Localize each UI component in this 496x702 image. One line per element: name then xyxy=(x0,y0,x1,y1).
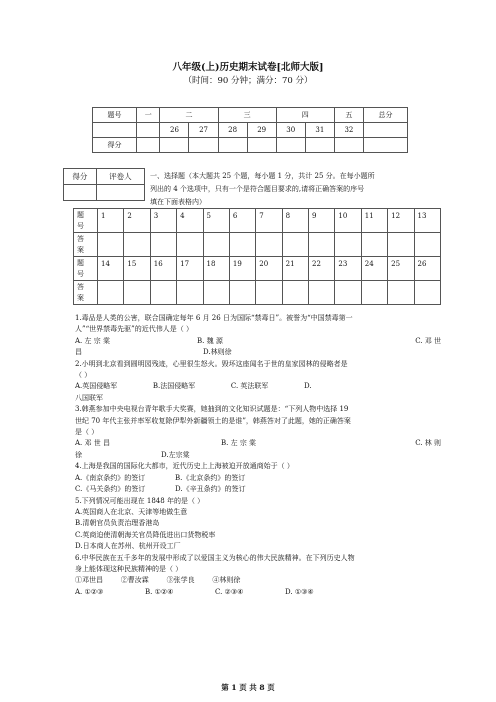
option-row xyxy=(75,484,441,495)
score-cell xyxy=(218,138,247,153)
exam-subtitle: （时间：90 分钟；满分：70 分） xyxy=(183,76,313,86)
answer-cell[interactable] xyxy=(282,281,308,305)
page-title: 八年级(上)历史期末试卷[北师大版] xyxy=(172,62,324,73)
option-c: C. 林 则 xyxy=(415,439,441,448)
option-b: B. 魏 源 xyxy=(197,336,223,345)
answer-cell[interactable] xyxy=(309,281,335,305)
question-number: 15 xyxy=(124,257,150,281)
question-number: 10 xyxy=(335,209,361,233)
answer-cell[interactable] xyxy=(98,281,124,305)
answer-cell[interactable] xyxy=(256,233,282,257)
question-number-label: 题 号 xyxy=(74,257,98,281)
score-cell: 五 xyxy=(334,108,363,123)
option-c: C.《马关条约》的签订 xyxy=(75,485,146,494)
option-row xyxy=(75,587,441,598)
score-cell xyxy=(247,138,276,153)
question-list xyxy=(75,313,441,598)
question-number: 16 xyxy=(150,257,176,281)
option-c-continued: 徐 xyxy=(75,450,82,459)
option-b: B. ①②④ xyxy=(145,587,174,596)
answer-cell[interactable] xyxy=(124,281,150,305)
score-cell: 26 xyxy=(160,123,189,138)
question-number: 1 xyxy=(98,209,124,233)
grader-score-label: 得分 xyxy=(64,169,97,185)
option-d: D.日本商人在苏州、杭州开设工厂 xyxy=(75,542,181,551)
answer-cell[interactable] xyxy=(335,233,361,257)
question-number: 19 xyxy=(229,257,255,281)
answer-cell[interactable] xyxy=(414,281,441,305)
question-stem: 是（ ） xyxy=(75,428,99,437)
answer-cell[interactable] xyxy=(229,233,255,257)
question-number: 4 xyxy=(177,209,203,233)
score-cell: 28 xyxy=(218,123,247,138)
question-stem: 3.韩燕参加中央电视台青年歌手大奖赛，她抽到的文化知识试题是：“下列人物中选择 19 xyxy=(75,405,349,414)
intro-line: 一、选择题（本大题共 25 个题，每小题 1 分，共计 25 分。在每小题所 xyxy=(150,172,375,180)
answer-cell[interactable] xyxy=(203,233,229,257)
answer-cell[interactable] xyxy=(229,281,255,305)
option-a: A.英国商人在北京、天津等地做生意 xyxy=(75,507,188,516)
question-number: 11 xyxy=(361,209,387,233)
answer-cell[interactable] xyxy=(150,233,176,257)
answer-number-row xyxy=(74,209,441,233)
option-b: B. 左 宗 棠 xyxy=(221,439,257,448)
answer-cell[interactable] xyxy=(98,233,124,257)
question-stem: 人”“世界禁毒先驱”的近代伟人是（ ） xyxy=(75,325,193,334)
score-cell: 30 xyxy=(276,123,305,138)
question-stem: 6.中华民族在五千多年的发展中形成了以爱国主义为核心的伟大民族精神。在下列历史人物 xyxy=(75,553,355,562)
score-cell xyxy=(363,123,407,138)
question-number: 17 xyxy=(177,257,203,281)
option-row xyxy=(75,347,441,358)
question-number: 7 xyxy=(256,209,282,233)
question-number-label: 题 号 xyxy=(74,209,98,233)
question-number: 3 xyxy=(150,209,176,233)
option-c-continued: 昌 xyxy=(75,348,82,357)
score-cell xyxy=(160,138,189,153)
grader-table xyxy=(63,168,145,201)
option-b: B.《北京条约》的签订 xyxy=(175,473,246,482)
grader-score-cell xyxy=(64,185,97,201)
question-number: 2 xyxy=(124,209,150,233)
question-stem: （ ） xyxy=(75,371,92,380)
score-cell: 总分 xyxy=(363,108,407,123)
answer-cell[interactable] xyxy=(203,281,229,305)
question-number: 9 xyxy=(309,209,335,233)
question-number: 12 xyxy=(388,209,414,233)
option-c: C.英商迫使清朝海关官员降低进出口货物税率 xyxy=(75,530,216,539)
answer-cell[interactable] xyxy=(150,281,176,305)
score-table xyxy=(92,107,408,153)
question-number: 25 xyxy=(388,257,414,281)
score-cell: 29 xyxy=(247,123,276,138)
answer-cell[interactable] xyxy=(335,281,361,305)
score-cell xyxy=(305,138,334,153)
option-d: D. ①③④ xyxy=(285,587,314,596)
question-number: 14 xyxy=(98,257,124,281)
score-cell xyxy=(363,138,407,153)
question-number: 18 xyxy=(203,257,229,281)
score-cell: 一 xyxy=(136,108,159,123)
answer-cell[interactable] xyxy=(361,281,387,305)
answer-cell[interactable] xyxy=(388,281,414,305)
answer-number-row xyxy=(74,257,441,281)
option-b: B.清朝官员负责治理香港岛 xyxy=(75,519,160,528)
question-stem: 1.毒品是人类的公害，联合国确定每年 6 月 26 日为国际“禁毒日”。被誉为“中国禁毒第一 xyxy=(75,314,353,322)
answer-cell[interactable] xyxy=(177,281,203,305)
question-stem: 5.下列情况可能出现在 1848 年的是（ ） xyxy=(75,496,205,505)
section-intro xyxy=(150,170,438,209)
answer-cell[interactable] xyxy=(388,233,414,257)
score-cell xyxy=(93,123,137,138)
grader-label: 评卷人 xyxy=(96,169,144,185)
option-a: A. 邓 世 昌 xyxy=(75,439,110,448)
option-d: D.《辛丑条约》的签订 xyxy=(175,485,246,494)
question-stem: 2.小明到北京看到圆明园残迹，心里很生怒火。毁坏这座闻名于世的皇家园林的侵略者是 xyxy=(75,359,348,368)
answer-cell[interactable] xyxy=(177,233,203,257)
answer-cell[interactable] xyxy=(256,281,282,305)
question-number: 8 xyxy=(282,209,308,233)
score-cell: 32 xyxy=(334,123,363,138)
option-row xyxy=(75,336,441,347)
score-cell: 三 xyxy=(218,108,276,123)
question-number: 26 xyxy=(414,257,441,281)
grader-name-cell xyxy=(96,185,144,201)
question-number: 22 xyxy=(309,257,335,281)
answer-cell[interactable] xyxy=(282,233,308,257)
answer-cell[interactable] xyxy=(309,233,335,257)
score-cell: 得分 xyxy=(93,138,137,153)
option-d: D.林则徐 xyxy=(203,348,232,357)
question-number: 24 xyxy=(361,257,387,281)
score-cell xyxy=(189,138,218,153)
page-footer: 第 1 页 共 8 页 xyxy=(221,683,275,692)
score-table-header-row xyxy=(93,108,408,123)
score-table-score-row xyxy=(93,138,408,153)
question-stem: 身上能体现这种民族精神的是（ ） xyxy=(75,564,183,573)
question-number: 6 xyxy=(229,209,255,233)
question-number: 13 xyxy=(414,209,441,233)
score-cell: 二 xyxy=(160,108,218,123)
score-cell xyxy=(276,138,305,153)
answer-blank-row xyxy=(74,281,441,305)
intro-line: 填在下面表格内） xyxy=(150,198,206,206)
answer-table xyxy=(73,208,441,305)
option-d: 八国联军 xyxy=(75,393,103,402)
answer-cell[interactable] xyxy=(361,233,387,257)
score-cell: 27 xyxy=(189,123,218,138)
option-a: A.《南京条约》的签订 xyxy=(75,473,146,482)
score-cell: 四 xyxy=(276,108,334,123)
score-table-number-row xyxy=(93,123,408,138)
option-c: C. ②③④ xyxy=(215,587,244,596)
question-number: 21 xyxy=(282,257,308,281)
answer-cell[interactable] xyxy=(414,233,441,257)
option-row xyxy=(75,473,441,484)
answer-cell[interactable] xyxy=(124,233,150,257)
option-a: A. ①②③ xyxy=(75,587,104,596)
score-cell: 31 xyxy=(305,123,334,138)
option-a: A. 左 宗 棠 xyxy=(75,336,110,345)
question-number: 5 xyxy=(203,209,229,233)
question-number: 23 xyxy=(335,257,361,281)
score-cell: 题号 xyxy=(93,108,137,123)
score-cell xyxy=(136,123,159,138)
score-cell xyxy=(334,138,363,153)
option-row xyxy=(75,450,441,461)
question-number: 20 xyxy=(256,257,282,281)
answer-blank-row xyxy=(74,233,441,257)
answer-label: 答 案 xyxy=(74,281,98,305)
option-d: D.左宗棠 xyxy=(161,450,190,459)
option-c: C. 邓 世 xyxy=(415,336,441,345)
question-stem: 4.上海是我国的国际化大都市，近代历史上上海被迫开放通商始于（ ） xyxy=(75,462,294,471)
option-row: A.英国侵略军 B.法国侵略军 C. 英法联军 D. xyxy=(75,382,312,391)
intro-line: 列出的 4 个选项中，只有一个是符合题目要求的,请将正确答案的序号 xyxy=(150,185,365,193)
question-stem: 世纪 70 年代主张并率军收复除伊犁外新疆领土的是谁”，韩燕答对了此题，她的正确答案 xyxy=(75,416,351,425)
score-cell xyxy=(136,138,159,153)
question-items: ①邓世昌 ②曹汝霖 ③张学良 ④林则徐 xyxy=(75,576,241,585)
answer-label: 答 案 xyxy=(74,233,98,257)
option-row xyxy=(75,438,441,449)
